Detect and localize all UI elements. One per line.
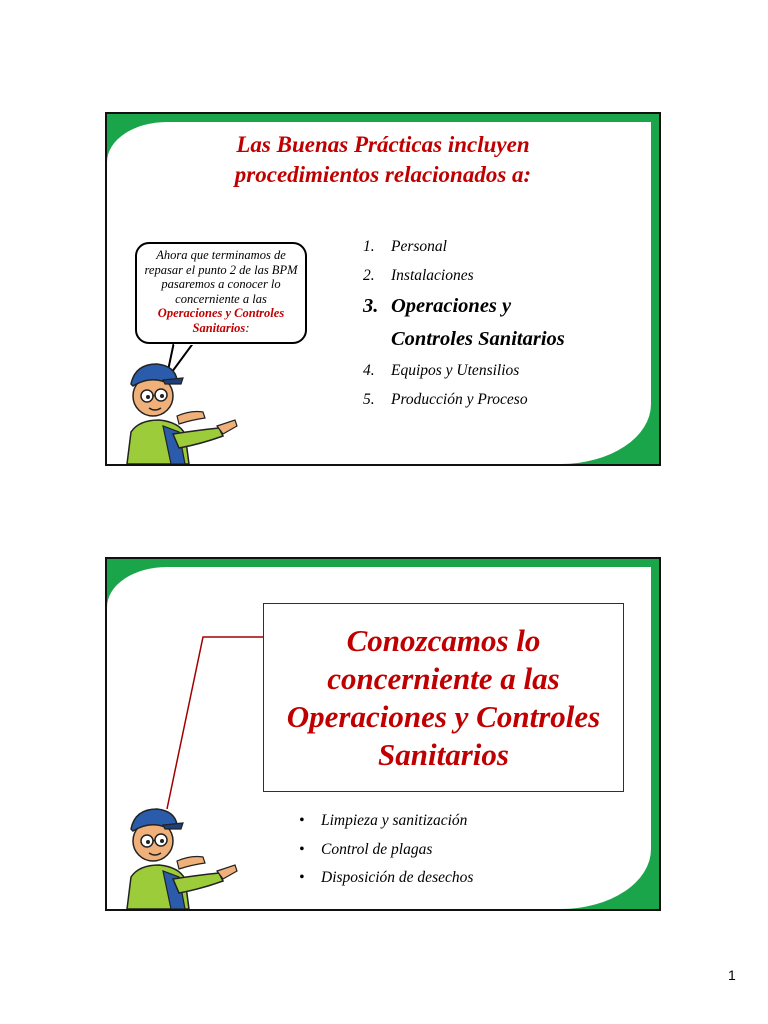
list-item-number: 2.: [363, 267, 375, 284]
list-item-label: Control de plagas: [321, 840, 433, 858]
slide-2-heading-line-1: Conozcamos lo: [346, 623, 541, 658]
slide-2-heading-line-4: Sanitarios: [378, 737, 509, 772]
list-item: [363, 385, 565, 414]
speech-bubble-end: :: [245, 320, 250, 335]
list-item-number: 1.: [363, 238, 375, 255]
list-item-label: Producción y Proceso: [391, 391, 528, 408]
list-item: [363, 232, 565, 261]
slide-2-heading-box: [263, 603, 624, 792]
slide-1-title-line-2: procedimientos relacionados a:: [234, 162, 532, 187]
slide-1-title-line-1: Las Buenas Prácticas incluyen: [236, 132, 530, 157]
speech-bubble-highlight: Operaciones y Controles Sanitarios: [157, 306, 285, 335]
list-item: [363, 261, 565, 290]
list-item-label: Equipos y Utensilios: [391, 362, 520, 379]
speech-bubble: [135, 242, 307, 344]
list-item-highlighted: [363, 290, 565, 323]
bpm-topic-list: [363, 232, 565, 414]
bullet-icon: •: [299, 840, 305, 858]
list-item-highlighted-continued: [363, 323, 565, 356]
list-item-number: 4.: [363, 362, 375, 379]
list-item-label: Controles Sanitarios: [391, 328, 565, 350]
slide-2-bullet-list: [299, 807, 473, 893]
list-item-number: 3.: [363, 295, 379, 317]
slide-2-heading-line-2: concerniente a las: [327, 661, 560, 696]
list-item: [299, 807, 473, 836]
list-item-number: 5.: [363, 391, 375, 408]
list-item-label: Instalaciones: [391, 267, 474, 284]
list-item: [299, 836, 473, 865]
cartoon-worker-pointing-icon: [119, 354, 239, 464]
cartoon-worker-pointing-icon: [119, 799, 239, 909]
list-item-label: Personal: [391, 238, 447, 255]
bullet-icon: •: [299, 869, 305, 886]
list-item-label: Limpieza y sanitización: [321, 812, 468, 829]
speech-bubble-text: Ahora que terminamos de repasar el punto 2 de las BPM pasaremos a conocer lo concerniente a las: [144, 248, 298, 306]
list-item: [299, 864, 473, 893]
page-number: 1: [728, 967, 736, 983]
slide-1-title: [107, 130, 659, 190]
list-item-label: Operaciones y: [391, 295, 512, 317]
slide-2-heading-line-3: Operaciones y Controles: [286, 699, 601, 734]
list-item: [363, 356, 565, 385]
slide-1: [105, 112, 661, 466]
slide-2: [105, 557, 661, 911]
bullet-icon: •: [299, 812, 305, 829]
list-item-label: Disposición de desechos: [321, 869, 474, 886]
